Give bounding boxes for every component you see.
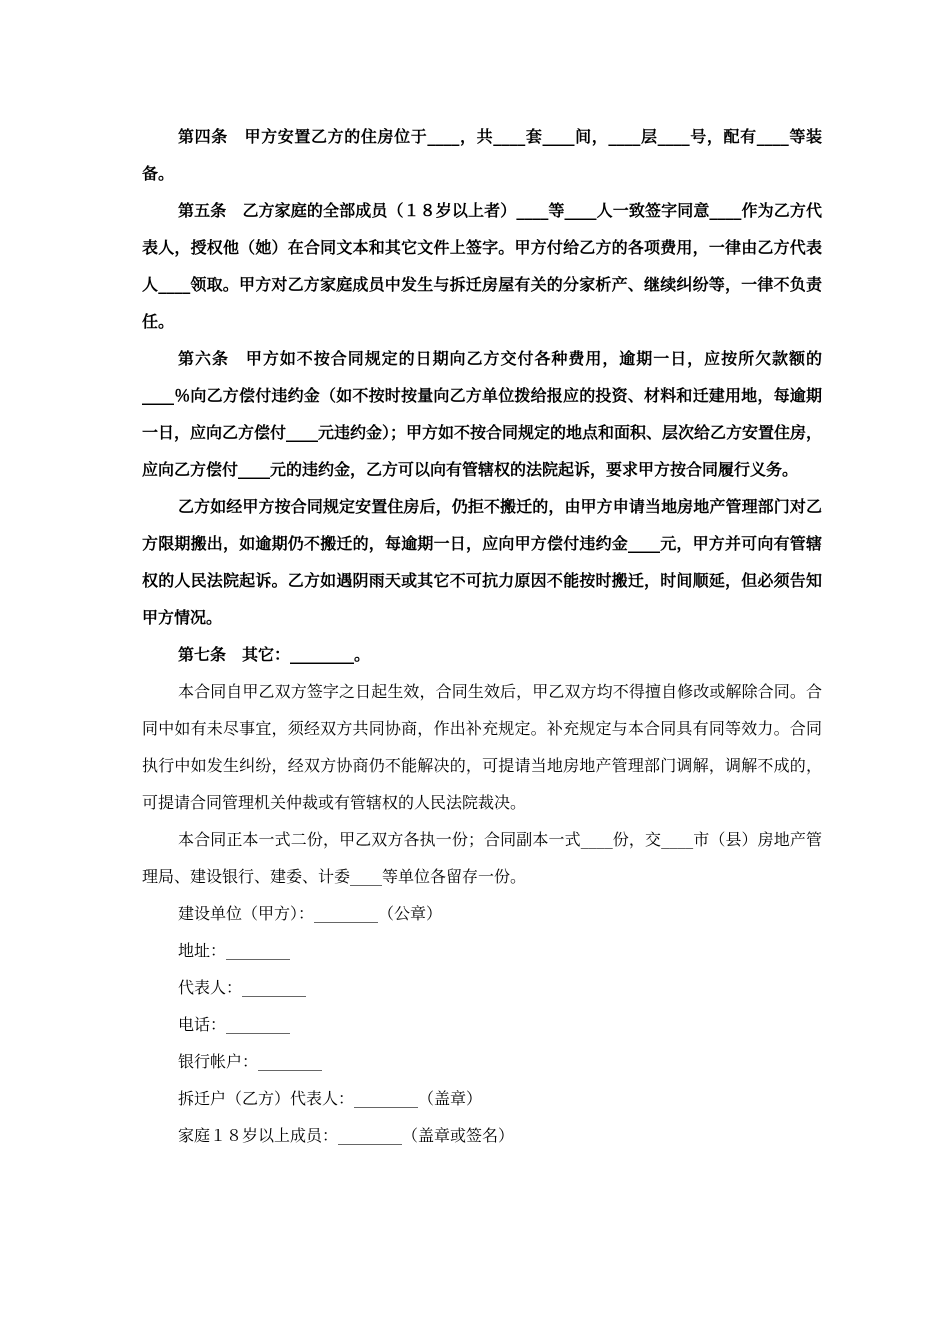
address-line: 地址：________	[178, 941, 291, 960]
article-6: 第六条 甲方如不按合同规定的日期向乙方交付各种费用，逾期一日，应按所欠款额的____％向乙方偿付违约金（如不按时按量向乙方单位拨给报应的投资、材料和迁建用地，每逾期一日，应向乙方偿付____元违约金）；甲方如不按合同规定的地点和面积、层次给乙方安置住房，应向乙方偿付____元的违约金，乙方可以向有管辖权的法院起诉，要求甲方按合同履行义务。	[142, 349, 823, 479]
family-members-line: 家庭１８岁以上成员：________（盖章或签名）	[178, 1126, 515, 1145]
article-6-continuation: 乙方如经甲方按合同规定安置住房后，仍拒不搬迁的，由甲方申请当地房地产管理部门对乙方限期搬出，如逾期仍不搬迁的，每逾期一日，应向甲方偿付违约金____元，甲方并可向有管辖权的人民法院起诉。乙方如遇阴雨天或其它不可抗力原因不能按时搬迁，时间顺延，但必须告知甲方情况。	[142, 497, 822, 627]
representative-line: 代表人：________	[178, 978, 307, 997]
copies-clause: 本合同正本一式二份，甲乙双方各执一份；合同副本一式____份，交____市（县）房地产管理局、建设银行、建委、计委____等单位各留存一份。	[142, 830, 822, 886]
article-5: 第五条 乙方家庭的全部成员（１８岁以上者）____等____人一致签字同意____作为乙方代表人，授权他（她）在合同文本和其它文件上签字。甲方付给乙方的各项费用，一律由乙方代表人____领取。甲方对乙方家庭成员中发生与拆迁房屋有关的分家析产、继续纠纷等，一律不负责任。	[142, 201, 822, 331]
signature-block	[142, 895, 822, 1154]
article-7: 第七条 其它：________。	[178, 645, 371, 664]
article-4: 第四条 甲方安置乙方的住房位于____，共____套____间，____层____号，配有____等装备。	[142, 127, 822, 183]
phone-line: 电话：________	[178, 1015, 291, 1034]
effect-clause: 本合同自甲乙双方签字之日起生效，合同生效后，甲乙双方均不得擅自修改或解除合同。合同中如有未尽事宜，须经双方共同协商，作出补充规定。补充规定与本合同具有同等效力。合同执行中如发生纠纷，经双方协商仍不能解决的，可提请当地房地产管理部门调解，调解不成的，可提请合同管理机关仲裁或有管辖权的人民法院裁决。	[142, 682, 822, 812]
contract-page	[142, 118, 822, 1154]
party-b-line: 拆迁户（乙方）代表人：________（盖章）	[178, 1089, 483, 1108]
bank-account-line: 银行帐户：________	[178, 1052, 323, 1071]
party-a-line: 建设单位（甲方）：________（公章）	[178, 904, 443, 923]
